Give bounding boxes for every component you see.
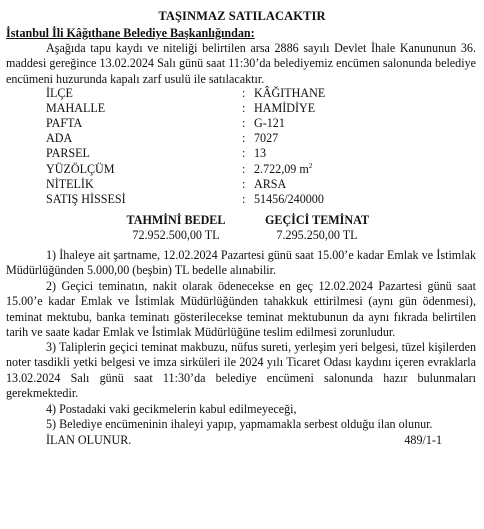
field-colon: : [242,146,246,161]
condition-4 [6,402,476,417]
field-row [46,101,446,116]
field-label: YÜZÖLÇÜM [46,161,115,176]
field-label: MAHALLE [46,101,106,116]
field-row [46,192,446,207]
field-label: İLÇE [46,86,73,100]
ilan-olunur: İLAN OLUNUR. [46,433,132,447]
field-row [46,177,446,192]
field-value [254,192,324,207]
field-label: NİTELİK [46,176,94,191]
field-colon: : [242,161,246,176]
intro-paragraph [6,41,476,87]
field-label: PAFTA [46,116,83,131]
field-colon: : [242,101,246,116]
tahmini-bedel-value: 72.952.500,00 TL [132,228,220,242]
condition-1-text: 1) İhaleye ait şartname, 12.02.2024 Pazartesi günü saat 15.00’e kadar Emlak ve İstimlak Müdürlüğünden 5.000,00 (beşbin) TL bedelle alınabilir. [6,248,476,278]
field-value-text: 7027 [254,131,279,146]
field-colon: : [242,191,246,206]
field-label: PARSEL [46,146,90,161]
field-colon: : [242,131,246,146]
field-colon: : [242,116,246,131]
gecici-teminat-label: GEÇİCİ TEMİNAT [264,213,370,227]
condition-1 [6,248,476,279]
field-row [46,162,446,177]
field-colon: : [242,86,246,100]
field-value-text: HAMİDİYE [254,101,316,116]
field-label: ADA [46,131,73,146]
field-value-text: 51456/240000 [254,191,324,206]
field-value-text: ARSA [254,176,287,191]
field-value-text: G-121 [254,116,285,131]
field-value [254,86,325,101]
field-colon: : [242,176,246,191]
field-row [46,116,446,131]
field-value [254,116,285,131]
field-value-text: 2.722,09 m [254,161,309,176]
field-value [254,177,286,192]
condition-5-text: 5) Belediye encümeninin ihaleyi yapıp, yapmamakla serbest olduğu ilan olunur. [46,417,433,431]
condition-4-text: 4) Postadaki vaki gecikmelerin kabul edilmeyeceği, [46,402,297,416]
condition-5 [6,417,476,432]
field-label: SATIŞ HİSSESİ [46,191,126,206]
notice-code: 489/1-1 [404,433,442,447]
intro-text: Aşağıda tapu kaydı ve niteliği belirtilen arsa 2886 sayılı Devlet İhale Kanununun 36. maddesi gereğince 13.02.2024 Salı günü saat 11:30’da belediyemiz encümen salonunda belediye encümeni huzurunda kapalı zarf usulü ile satılacaktır. [6,41,476,86]
field-value [254,162,313,177]
issuing-authority: İstanbul İli Kâğıthane Belediye Başkanlığından: [6,26,255,40]
field-value-text: 13 [254,146,267,161]
field-value [254,131,278,146]
tahmini-bedel-label: TAHMİNİ BEDEL [126,213,226,227]
condition-3-text: 3) Taliplerin geçici teminat makbuzu, nüfus sureti, yerleşim yeri belgesi, tüzel kişilerden noter tasdikli yetki belgesi ve imza sirküleri ile 2024 yılı Ticaret Odası kaydını içeren evraklarla 13.02.2024 Salı günü saat 11:30’da belediye encümeni salonunda hazır bulunmaları gerekmektedir. [6,340,476,401]
field-value-text: KÂĞITHANE [254,86,326,100]
condition-2 [6,279,476,341]
field-row [46,86,446,101]
condition-2-text: 2) Geçici teminatın, nakit olarak ödenecekse en geç 12.02.2024 Pazartesi günü saat 15.00’e kadar Emlak ve İstimlak Müdürlüğünden tahakkuk ettirilmesi (aynı gün ödenmesi), teminat mektubu, banka teminatı gösterilecekse teminat mektubunun da aynı fıkrada belirtilen tarih ve saate kadar Emlak ve İstimlak Müdürlüğüne teslim edilmesi zorunludur. [6,279,476,340]
field-unit-superscript: 2 [308,160,313,170]
condition-3 [6,340,476,402]
field-row [46,146,446,161]
gecici-teminat-value: 7.295.250,00 TL [276,228,358,242]
field-row [46,131,446,146]
field-value [254,146,266,161]
field-value [254,101,315,116]
notice-title: TAŞINMAZ SATILACAKTIR [158,9,326,23]
